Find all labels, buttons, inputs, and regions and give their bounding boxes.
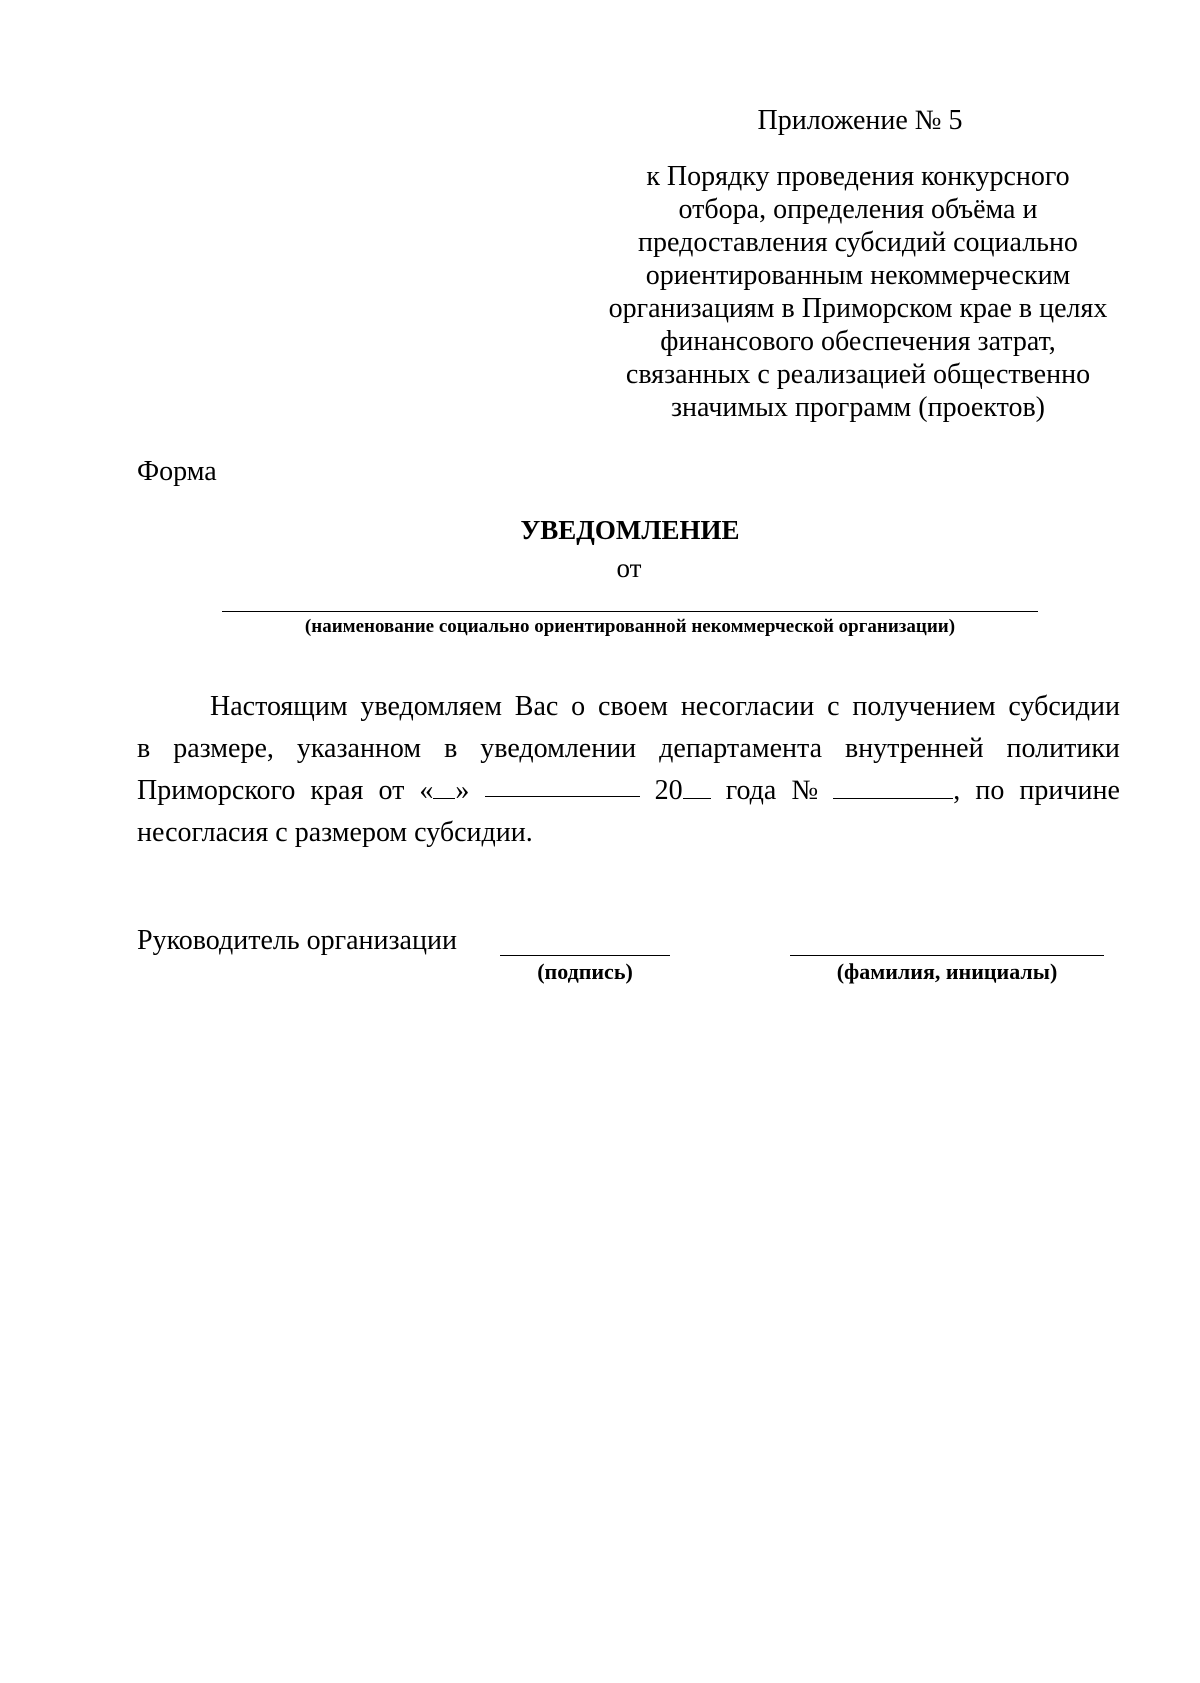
body-word: Приморского — [137, 775, 296, 806]
signature-line[interactable] — [500, 955, 670, 956]
body-word: по — [975, 775, 1005, 806]
body-line-4: несогласия с размером субсидии. — [137, 817, 533, 848]
body-word: о — [571, 691, 586, 722]
appendix-number: Приложение № 5 — [757, 105, 963, 136]
body-line-3 — [137, 770, 1120, 812]
form-label: Форма — [137, 456, 217, 487]
head-of-organization-label: Руководитель организации — [137, 925, 457, 956]
document-title-from: от — [616, 553, 642, 583]
document-title: УВЕДОМЛЕНИЕ — [520, 515, 740, 545]
body-word: несогласии — [680, 691, 815, 722]
organization-name-caption: (наименование социально ориентированной некоммерческой организации) — [304, 616, 956, 637]
date-day-blank — [433, 772, 455, 799]
date-year-field[interactable]: 20 — [655, 770, 711, 812]
body-word: края — [310, 775, 364, 806]
notice-body — [137, 686, 1120, 854]
body-word: уведомляем — [360, 691, 502, 722]
date-month-blank[interactable] — [485, 770, 640, 797]
appendix-description: к Порядку проведения конкурсного отбора, определения объёма и предоставления субсидий социально ориентированным некоммерческим организациям в Приморском крае в целях финансового обеспечения затрат, связанных с реализацией общественно значимых программ (проектов) — [608, 161, 1108, 423]
name-initials-caption: (фамилия, инициалы) — [836, 959, 1058, 984]
body-word: указанном — [296, 733, 422, 764]
body-word: размере, — [173, 733, 274, 764]
body-word: № — [791, 775, 819, 806]
body-word: политики — [1006, 733, 1120, 764]
body-word: с — [827, 691, 840, 722]
notice-number-blank — [833, 772, 953, 799]
date-year-blank — [683, 772, 711, 799]
notice-number-field[interactable]: , — [833, 770, 960, 812]
name-initials-line[interactable] — [790, 955, 1104, 956]
body-word: от — [378, 775, 405, 806]
organization-name-line — [222, 611, 1038, 612]
body-word: Настоящим — [210, 691, 348, 722]
date-day-field[interactable]: « » — [419, 770, 469, 812]
body-word: уведомлении — [480, 733, 637, 764]
signature-caption: (подпись) — [537, 959, 633, 984]
body-word: субсидии — [1008, 691, 1120, 722]
body-word: года — [725, 775, 777, 806]
body-word: своем — [598, 691, 668, 722]
body-word: департамента — [659, 733, 822, 764]
body-word: в — [137, 733, 151, 764]
body-word: Вас — [514, 691, 559, 722]
body-word: получением — [852, 691, 996, 722]
body-word: причине — [1019, 775, 1120, 806]
body-word: в — [444, 733, 458, 764]
body-line-2 — [137, 728, 1120, 770]
body-line-1 — [137, 686, 1120, 728]
body-word: внутренней — [844, 733, 984, 764]
